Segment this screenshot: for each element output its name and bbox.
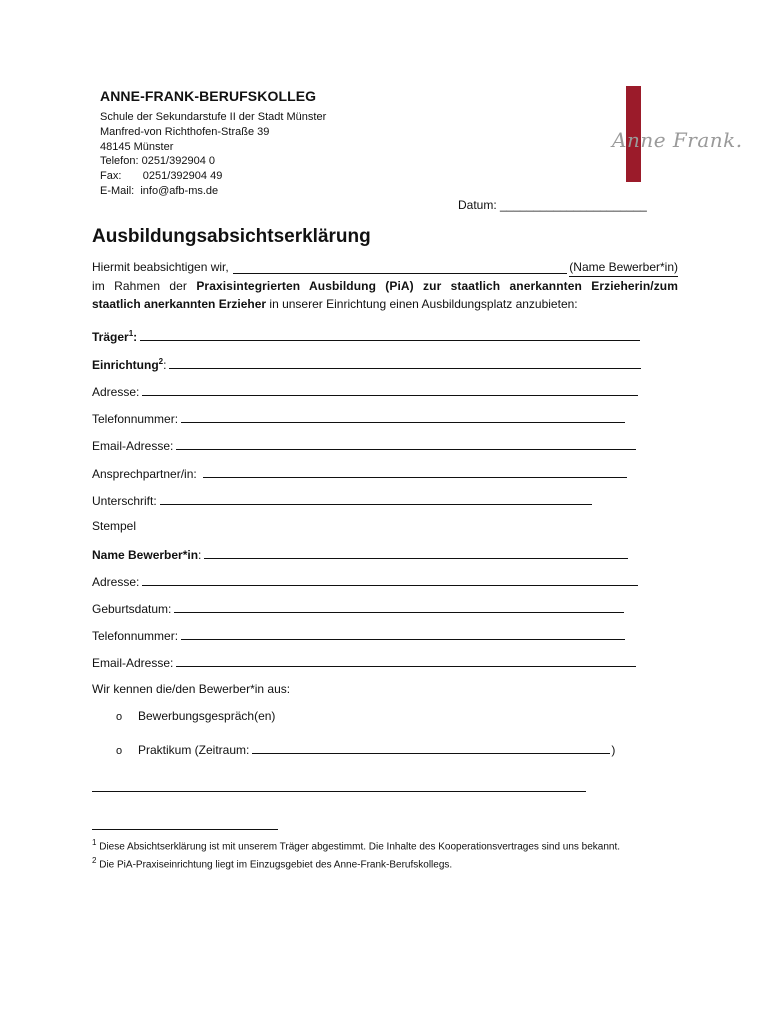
intro-line3-rest: in unserer Einrichtung einen Ausbildungsplatz anzubieten:: [266, 297, 578, 311]
traeger-label: Träger$^1$:: [92, 329, 138, 344]
birthdate-field: [92, 600, 624, 616]
date-field: Datum: ______________________: [458, 198, 647, 212]
applicant-email-field: [92, 654, 636, 670]
applicant-name-line: [204, 558, 628, 559]
provider-email-label: Email-Adresse:: [92, 439, 174, 453]
intro-suffix: (Name Bewerber*in): [569, 258, 678, 277]
applicant-phone-label: Telefonnummer:: [92, 629, 179, 643]
applicant-email-label: Email-Adresse:: [92, 656, 174, 670]
einrichtung-field: [92, 356, 641, 372]
provider-address-blank: [142, 395, 638, 396]
free-line: [92, 791, 586, 792]
option-interview: [116, 709, 275, 723]
provider-phone-label: Telefonnummer:: [92, 412, 179, 426]
intro-line3-bold: staatlich anerkannten Erzieher: [92, 297, 267, 311]
provider-phone-field: [92, 410, 625, 426]
traeger-field: [92, 328, 640, 344]
document-title: Ausbildungsabsichtserklärung: [92, 226, 371, 247]
applicant-address-label: Adresse:: [92, 575, 140, 589]
address-line-phone: Telefon: 0251/392904 0: [100, 155, 215, 168]
applicant-name-field: [92, 546, 628, 562]
internship-period-blank: [252, 753, 610, 754]
signature-field: [92, 492, 592, 508]
provider-email-field: [92, 437, 636, 453]
applicant-phone-field: [92, 627, 625, 643]
intro-line2-bold: Praxisintegrierten Ausbildung (PiA) zur staatlich anerkannten Erzieherin/zum: [196, 279, 679, 293]
stamp-label: Stempel: [92, 519, 137, 533]
applicant-address-blank: [142, 585, 638, 586]
provider-address-label: Adresse:: [92, 385, 140, 399]
contact-person-field: [92, 465, 627, 481]
applicant-name-label: Name Bewerber*in: [92, 548, 199, 562]
anne-frank-signature-logo: Anne Frank.: [612, 128, 743, 152]
option-interview-label: Bewerbungsgespräch(en): [138, 709, 276, 723]
applicant-address-field: [92, 573, 638, 589]
applicant-phone-blank: [181, 639, 625, 640]
address-line-fax: Fax: 0251/392904 49: [100, 170, 223, 183]
address-line-street: Manfred-von Richthofen-Straße 39: [100, 125, 270, 138]
contact-person-blank: [203, 477, 627, 478]
birthdate-label: Geburtsdatum:: [92, 602, 172, 616]
signature-label: Unterschrift:: [92, 494, 157, 508]
footnote-2: $^2$ Die PiA-Praxiseinrichtung liegt im Einzugsgebiet des Anne-Frank-Berufskollegs.: [92, 856, 453, 871]
intro-paragraph: [92, 258, 678, 313]
address-line-email: E-Mail: info@afb-ms.de: [100, 184, 219, 197]
einrichtung-label: Einrichtung$^2$: [92, 357, 164, 372]
option-internship-close: ): [611, 743, 616, 757]
provider-address-field: [92, 383, 638, 399]
footnote-separator: [92, 829, 278, 830]
traeger-blank: [140, 340, 640, 341]
provider-email-blank: [176, 449, 636, 450]
einrichtung-blank: [169, 368, 641, 369]
address-line-city: 48145 Münster: [100, 140, 174, 153]
applicant-email-blank: [176, 666, 636, 667]
birthdate-blank: [174, 612, 624, 613]
bullet-circle-icon: o: [116, 711, 123, 723]
contact-person-label: Ansprechpartner/in:: [92, 467, 197, 481]
bullet-circle-icon: o: [116, 745, 123, 757]
option-internship-label: Praktikum (Zeitraum:: [138, 743, 250, 757]
provider-phone-blank: [181, 422, 625, 423]
option-internship: [116, 743, 615, 757]
letterhead: [100, 88, 326, 199]
intro-prefix: Hiermit beabsichtigen wir,: [92, 260, 229, 274]
einrichtung-colon: :: [163, 358, 167, 372]
applicant-name-blank: [233, 258, 568, 274]
footnote-1: $^1$ Diese Absichtserklärung ist mit unserem Träger abgestimmt. Die Inhalte des Kooperationsvertrages sind uns bekannt.: [92, 838, 621, 853]
address-line-subtitle: Schule der Sekundarstufe II der Stadt Münster: [100, 111, 327, 123]
known-from-label: Wir kennen die/den Bewerber*in aus:: [92, 682, 291, 696]
school-name: ANNE-FRANK-BERUFSKOLLEG: [100, 88, 317, 104]
signature-blank: [160, 504, 592, 505]
applicant-name-colon: :: [198, 548, 202, 562]
footnotes: [92, 836, 677, 873]
intro-line2-pre: im Rahmen der: [92, 279, 197, 293]
